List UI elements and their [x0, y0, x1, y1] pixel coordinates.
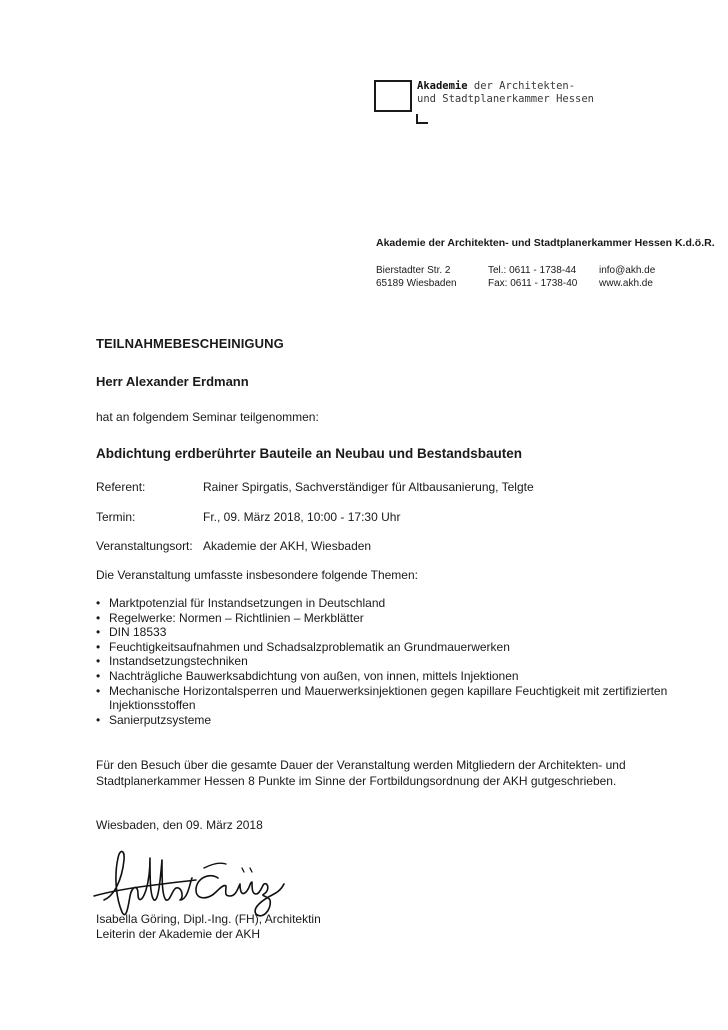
logo-line-1-rest: der Architekten- [467, 80, 576, 92]
recipient-name: Herr Alexander Erdmann [96, 374, 249, 389]
intro-text: hat an folgendem Seminar teilgenommen: [96, 410, 319, 424]
document-title: TEILNAHMEBESCHEINIGUNG [96, 336, 284, 351]
organization-name: Akademie der Architekten- und Stadtplanerkammer Hessen K.d.ö.R. [376, 237, 715, 249]
detail-row-veranstaltungsort [96, 539, 371, 553]
phone-block [488, 264, 577, 290]
logo-line-1 [417, 80, 594, 93]
detail-label: Veranstaltungsort: [96, 539, 193, 553]
detail-label: Referent: [96, 480, 146, 494]
detail-value: Rainer Spirgatis, Sachverständiger für Altbausanierung, Telgte [203, 480, 534, 494]
fax-number: Fax: 0611 - 1738-40 [488, 278, 578, 289]
detail-row-referent [96, 480, 534, 494]
list-item: • Sanierputzsysteme [96, 713, 696, 728]
list-item: • DIN 18533 [96, 625, 696, 640]
list-item: • Mechanische Horizontalsperren und Mauerwerksinjektionen gegen kapillare Feuchtigkeit mit zertifizierten Injektionsstoffen [96, 684, 696, 713]
detail-value: Akademie der AKH, Wiesbaden [203, 539, 372, 553]
akh-logo-frame [374, 80, 412, 112]
place-date: Wiesbaden, den 09. März 2018 [96, 818, 263, 832]
list-item: • Regelwerke: Normen – Richtlinien – Merkblätter [96, 611, 696, 626]
topic-list [96, 596, 696, 727]
contact-block [599, 264, 655, 290]
themes-intro: Die Veranstaltung umfasste insbesondere folgende Themen: [96, 568, 418, 582]
address-block [376, 264, 457, 290]
akh-logo-corner [416, 114, 428, 124]
address-street: Bierstadter Str. 2 [376, 265, 451, 276]
akh-logo-text [417, 80, 594, 106]
list-item: • Marktpotenzial für Instandsetzungen in Deutschland [96, 596, 696, 611]
detail-value: Fr., 09. März 2018, 10:00 - 17:30 Uhr [203, 510, 401, 524]
logo-line-2: und Stadtplanerkammer Hessen [417, 93, 595, 105]
detail-label: Termin: [96, 510, 136, 524]
seminar-title: Abdichtung erdberührter Bauteile an Neubau und Bestandsbauten [96, 446, 523, 461]
email-address: info@akh.de [599, 265, 656, 276]
list-item: • Feuchtigkeitsaufnahmen und Schadsalzproblematik an Grundmauerwerken [96, 640, 696, 655]
list-item: • Nachträgliche Bauwerksabdichtung von außen, von innen, mittels Injektionen [96, 669, 696, 684]
signer-block [96, 912, 321, 942]
address-city: 65189 Wiesbaden [376, 278, 457, 289]
logo-line-1-strong: Akademie [417, 80, 468, 92]
telephone-number: Tel.: 0611 - 1738-44 [488, 265, 577, 276]
closing-paragraph: Für den Besuch über die gesamte Dauer der Veranstaltung werden Mitgliedern der Architekten- und Stadtplanerkammer Hessen 8 Punkte im Sinne der Fortbildungsordnung der AKH gutgeschrieben. [96, 758, 626, 788]
website-address: www.akh.de [599, 278, 653, 289]
signer-role: Leiterin der Akademie der AKH [96, 927, 261, 941]
signer-name: Isabella Göring, Dipl.-Ing. (FH), Architektin [96, 912, 321, 926]
detail-row-termin [96, 510, 400, 524]
list-item: • Instandsetzungstechniken [96, 654, 696, 669]
